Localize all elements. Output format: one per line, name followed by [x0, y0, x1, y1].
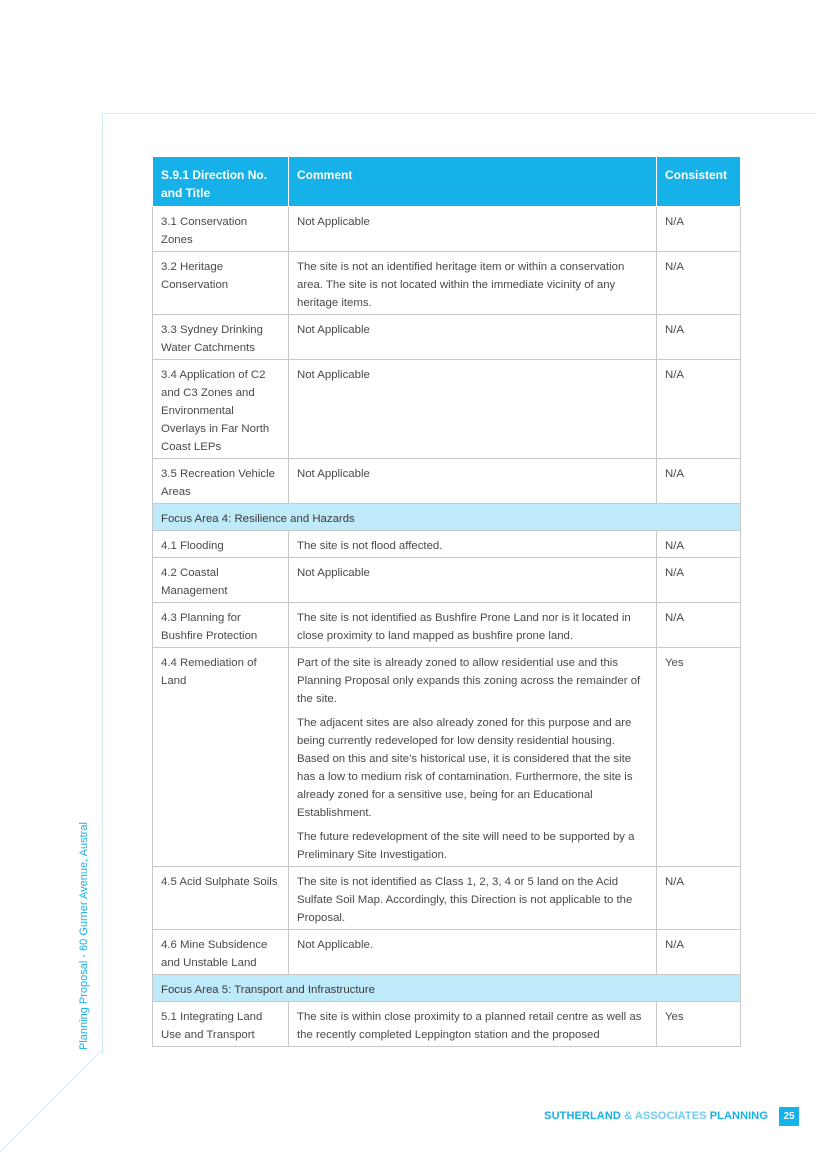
table-row	[153, 558, 741, 603]
direction-comment	[289, 252, 657, 315]
consistency-status: Yes	[657, 648, 741, 867]
comment-paragraph: Not Applicable	[297, 369, 370, 381]
direction-comment	[289, 459, 657, 504]
document-side-title: Planning Proposal - 60 Gurner Avenue, Austral	[78, 822, 90, 1050]
table-row	[153, 603, 741, 648]
table-row	[153, 648, 741, 867]
direction-comment	[289, 207, 657, 252]
table-row	[153, 867, 741, 930]
brand-name-part1: SUTHERLAND	[544, 1110, 621, 1122]
page-frame-top-line	[102, 113, 816, 114]
direction-title: 3.5 Recreation Vehicle Areas	[153, 459, 289, 504]
comment-paragraph: The site is within close proximity to a planned retail centre as well as the recently completed Leppington station and the proposed	[297, 1011, 642, 1041]
table-row	[153, 315, 741, 360]
table-row	[153, 1002, 741, 1047]
comment-paragraph: Not Applicable.	[297, 939, 373, 951]
consistency-status: N/A	[657, 867, 741, 930]
brand-name-amp: & ASSOCIATES	[624, 1110, 707, 1122]
table-row	[153, 360, 741, 459]
consistency-status: N/A	[657, 930, 741, 975]
table-row	[153, 252, 741, 315]
table-body	[153, 207, 741, 1047]
directions-table	[152, 156, 741, 1047]
comment-paragraph: Not Applicable	[297, 468, 370, 480]
comment-paragraph: Part of the site is already zoned to allow residential use and this Planning Proposal only expands this zoning across the remainder of the site.	[297, 657, 641, 705]
focus-area-heading: Focus Area 4: Resilience and Hazards	[153, 504, 741, 531]
header-direction: S.9.1 Direction No. and Title	[153, 157, 289, 207]
direction-title: 3.1 Conservation Zones	[153, 207, 289, 252]
direction-comment	[289, 930, 657, 975]
brand-logo-text	[544, 1110, 768, 1122]
comment-paragraph: The adjacent sites are also already zoned for this purpose and are being currently redeveloped for low density residential housing. Based on this and site’s historical use, it is considered that the site has a low to medium risk of contamination. Furthermore, the site is already zoned for a sensitive use, being for an Educational Establishment.	[297, 717, 633, 819]
table-row	[153, 207, 741, 252]
header-consistent: Consistent	[657, 157, 741, 207]
direction-title: 4.5 Acid Sulphate Soils	[153, 867, 289, 930]
direction-comment	[289, 531, 657, 558]
comment-paragraph: Not Applicable	[297, 567, 370, 579]
direction-comment	[289, 648, 657, 867]
comment-paragraph: The site is not identified as Bushfire Prone Land nor is it located in close proximity to land mapped as bushfire prone land.	[297, 612, 631, 642]
direction-comment	[289, 360, 657, 459]
consistency-status: N/A	[657, 207, 741, 252]
direction-title: 4.1 Flooding	[153, 531, 289, 558]
consistency-status: N/A	[657, 315, 741, 360]
direction-comment	[289, 603, 657, 648]
direction-title: 4.6 Mine Subsidence and Unstable Land	[153, 930, 289, 975]
table-header-row	[153, 157, 741, 207]
comment-paragraph: Not Applicable	[297, 324, 370, 336]
consistency-status: N/A	[657, 558, 741, 603]
direction-comment	[289, 867, 657, 930]
page-frame-left-line	[102, 113, 103, 1055]
focus-area-row	[153, 975, 741, 1002]
comment-paragraph: The site is not identified as Class 1, 2, 3, 4 or 5 land on the Acid Sulfate Soil Map. Accordingly, this Direction is not applicable to the Proposal.	[297, 876, 633, 924]
consistency-status: N/A	[657, 360, 741, 459]
direction-title: 5.1 Integrating Land Use and Transport	[153, 1002, 289, 1047]
comment-paragraph: The site is not flood affected.	[297, 540, 443, 552]
comment-paragraph: The future redevelopment of the site will need to be supported by a Preliminary Site Investigation.	[297, 831, 635, 861]
comment-paragraph: The site is not an identified heritage item or within a conservation area. The site is not located within the immediate vicinity of any heritage items.	[297, 261, 625, 309]
consistency-status: Yes	[657, 1002, 741, 1047]
direction-title: 3.2 Heritage Conservation	[153, 252, 289, 315]
decorative-diagonal-line	[0, 1050, 110, 1160]
direction-title: 4.4 Remediation of Land	[153, 648, 289, 867]
consistency-status: N/A	[657, 459, 741, 504]
page-number: 25	[779, 1107, 799, 1126]
direction-comment	[289, 558, 657, 603]
table-row	[153, 459, 741, 504]
consistency-status: N/A	[657, 603, 741, 648]
header-comment: Comment	[289, 157, 657, 207]
direction-title: 4.3 Planning for Bushfire Protection	[153, 603, 289, 648]
table-row	[153, 531, 741, 558]
table-row	[153, 930, 741, 975]
direction-comment	[289, 315, 657, 360]
direction-comment	[289, 1002, 657, 1047]
brand-name-part2: PLANNING	[709, 1110, 768, 1122]
comment-paragraph: Not Applicable	[297, 216, 370, 228]
consistency-status: N/A	[657, 252, 741, 315]
focus-area-row	[153, 504, 741, 531]
direction-title: 3.3 Sydney Drinking Water Catchments	[153, 315, 289, 360]
direction-title: 3.4 Application of C2 and C3 Zones and Environmental Overlays in Far North Coast LEPs	[153, 360, 289, 459]
consistency-status: N/A	[657, 531, 741, 558]
focus-area-heading: Focus Area 5: Transport and Infrastructure	[153, 975, 741, 1002]
direction-title: 4.2 Coastal Management	[153, 558, 289, 603]
